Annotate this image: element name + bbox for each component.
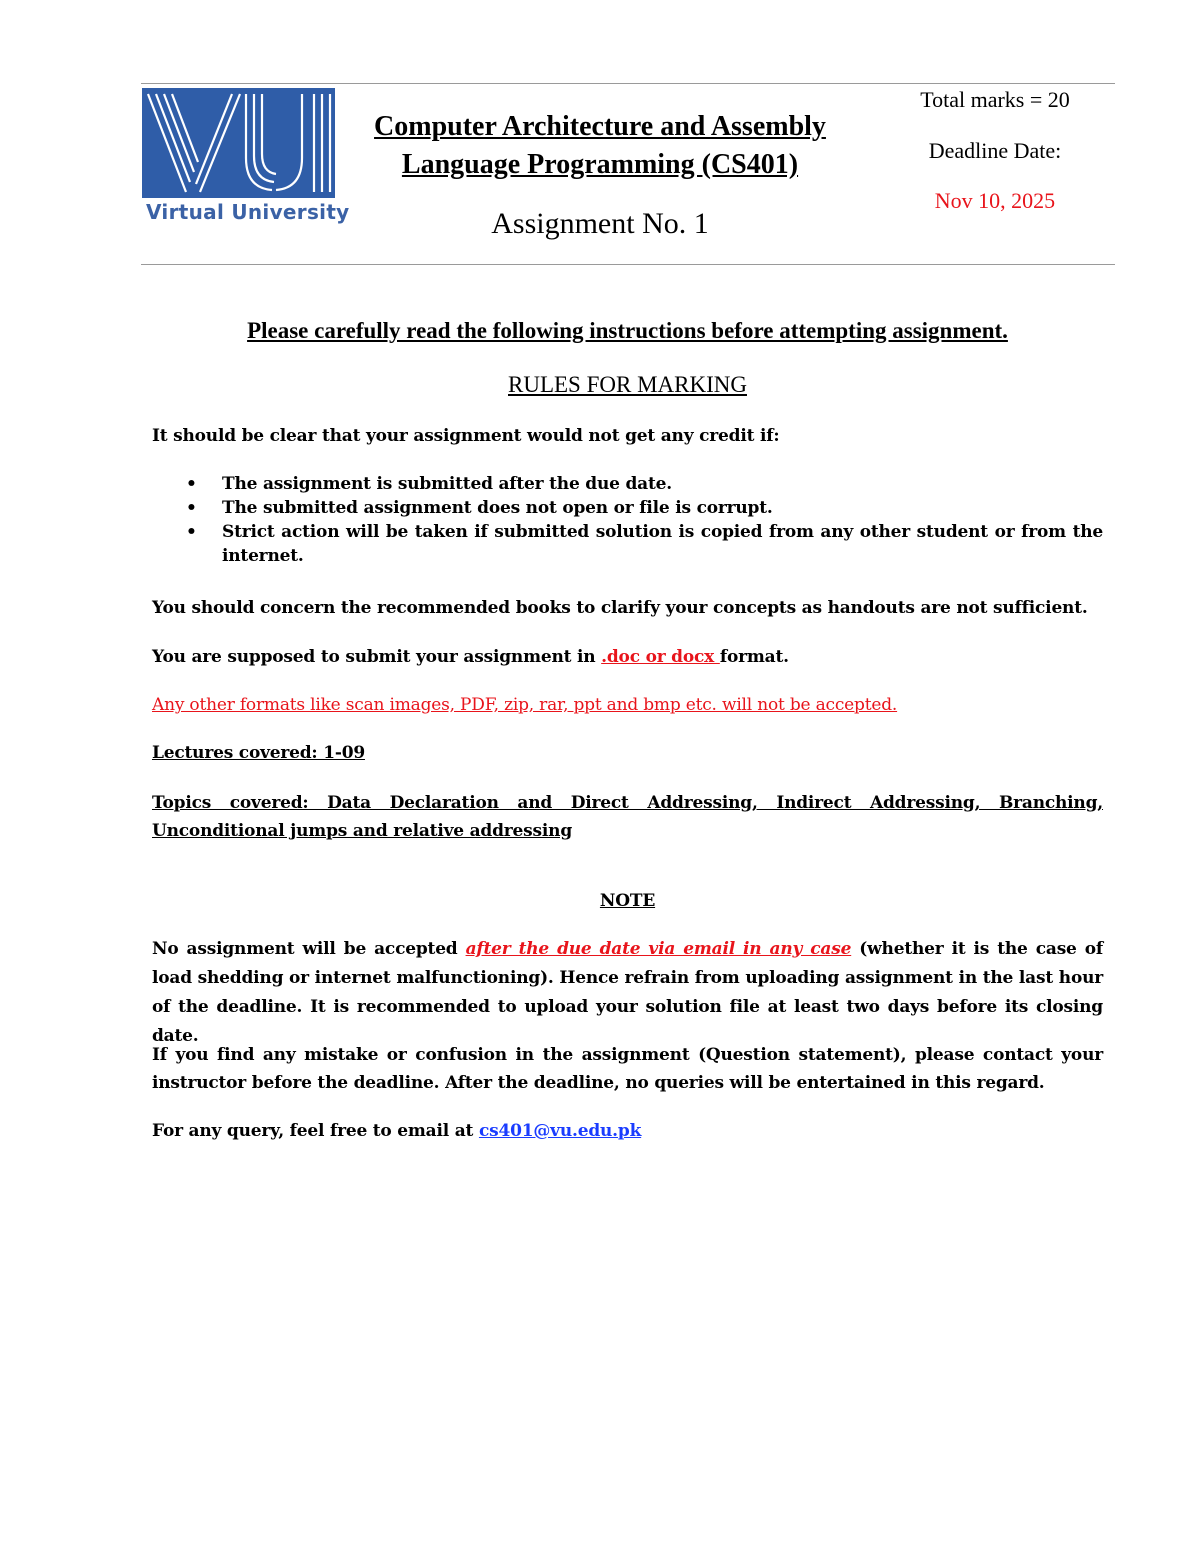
format-prefix: You are supposed to submit your assignment in — [152, 647, 602, 667]
header-bottom-rule — [141, 264, 1115, 265]
bullet-icon: • — [186, 522, 197, 542]
note-paragraph-3 — [152, 1119, 1103, 1143]
note-paragraph-2: If you find any mistake or confusion in the assignment (Question statement), please contact your instructor before the deadline. After the deadline, no queries will be entertained in this regard. — [152, 1045, 1103, 1093]
lectures-covered: Lectures covered: 1-09 — [152, 743, 365, 763]
rules-intro: It should be clear that your assignment would not get any credit if: — [152, 426, 780, 446]
note-heading: NOTE — [599, 891, 656, 911]
total-marks: Total marks = 20 — [920, 87, 1070, 112]
list-item — [152, 520, 1103, 568]
course-title-line1: Computer Architecture and Assembly — [374, 111, 826, 142]
course-title-line2: Language Programming (CS401) — [401, 149, 799, 180]
note-paragraph-1 — [152, 935, 1103, 1051]
vu-logo — [142, 88, 350, 228]
books-note: You should concern the recommended books to clarify your concepts as handouts are not sufficient. — [152, 598, 1088, 618]
instructions-heading: Please carefully read the following instructions before attempting assignment. — [247, 318, 1008, 343]
other-formats-warning: Any other formats like scan images, PDF, zip, rar, ppt and bmp etc. will not be accepted. — [152, 695, 898, 715]
rules-list — [152, 472, 1103, 568]
deadline-label: Deadline Date: — [928, 138, 1062, 163]
note-p1-suffix: (whether it is the case of load shedding or internet malfunctioning). Hence refrain from uploading assignment in the last hour of the deadline. It is recommended to upload your solution file at least two days before its closing date. — [152, 939, 1103, 1046]
header-top-rule — [141, 83, 1115, 84]
note-p1-highlight: after the due date via email in any case — [465, 939, 852, 959]
format-note — [152, 645, 1103, 669]
vu-logo-letters-icon — [142, 88, 335, 198]
email-link[interactable]: cs401@vu.edu.pk — [478, 1121, 642, 1141]
note-p3-prefix: For any query, feel free to email at — [152, 1121, 479, 1141]
note-p1-prefix: No assignment will be accepted — [152, 939, 466, 959]
format-highlight: .doc or docx — [601, 647, 720, 667]
format-suffix: format. — [719, 647, 789, 667]
bullet-icon: • — [186, 474, 197, 494]
vu-logo-text: Virtual University — [146, 200, 350, 224]
deadline-date: Nov 10, 2025 — [934, 188, 1056, 213]
topics-covered: Topics covered: Data Declaration and Direct Addressing, Indirect Addressing, Branching, Unconditional jumps and relative addressing — [152, 793, 1103, 841]
list-item — [152, 496, 1103, 520]
bullet-icon: • — [186, 498, 197, 518]
rule-text: The submitted assignment does not open or file is corrupt. — [222, 498, 773, 518]
list-item — [152, 472, 1103, 496]
rules-heading: RULES FOR MARKING — [508, 372, 747, 397]
rule-text: The assignment is submitted after the due date. — [222, 474, 672, 494]
course-title — [340, 108, 860, 184]
assignment-title: Assignment No. 1 — [491, 207, 709, 240]
rule-text: Strict action will be taken if submitted solution is copied from any other student or from the internet. — [222, 522, 1103, 566]
vu-logo-mark — [142, 88, 335, 198]
